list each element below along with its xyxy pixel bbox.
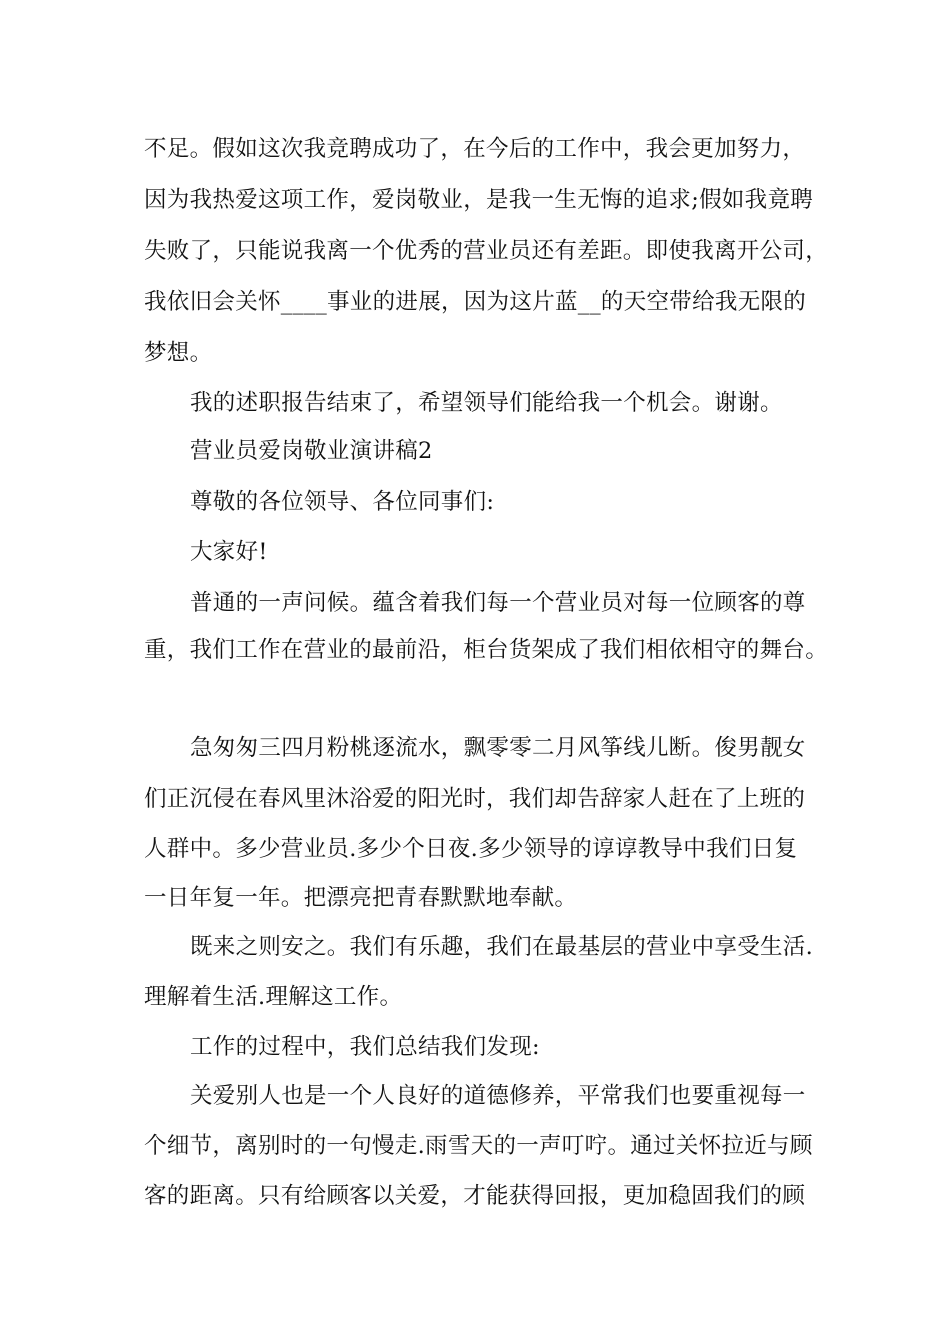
paragraph-line: 失败了，只能说我离一个优秀的营业员还有差距。即使我离开公司， — [144, 238, 829, 264]
paragraph-line: 既来之则安之。我们有乐趣，我们在最基层的营业中享受生活. — [190, 934, 814, 960]
paragraph-line: 理解着生活.理解这工作。 — [144, 984, 403, 1010]
paragraph-line: 们正沉侵在春风里沐浴爱的阳光时，我们却告辞家人赶在了上班的 — [144, 786, 806, 812]
paragraph-line: 我依旧会关怀____事业的进展，因为这片蓝__的天空带给我无限的 — [144, 289, 807, 315]
paragraph-line: 一日年复一年。把漂亮把青春默默地奉献。 — [144, 885, 578, 911]
paragraph-line: 个细节，离别时的一句慢走.雨雪天的一声叮咛。通过关怀拉近与顾 — [144, 1133, 813, 1159]
paragraph-line: 工作的过程中，我们总结我们发现: — [190, 1034, 540, 1060]
greeting: 大家好! — [190, 539, 268, 565]
paragraph-line: 人群中。多少营业员.多少个日夜.多少领导的谆谆教导中我们日复 — [144, 836, 798, 862]
paragraph-line: 关爱别人也是一个人良好的道德修养，平常我们也要重视每一 — [190, 1083, 806, 1109]
paragraph-line: 普通的一声问候。蕴含着我们每一个营业员对每一位顾客的尊 — [190, 590, 806, 616]
paragraph-line: 客的距离。只有给顾客以关爱，才能获得回报，更加稳固我们的顾 — [144, 1183, 806, 1209]
salutation: 尊敬的各位领导、各位同事们: — [190, 489, 495, 515]
paragraph-line: 梦想。 — [144, 340, 213, 366]
section-title: 营业员爱岗敬业演讲稿2 — [190, 438, 433, 464]
paragraph-line: 急匆匆三四月粉桃逐流水，飘零零二月风筝线儿断。俊男靓女 — [190, 735, 806, 761]
paragraph-line: 重，我们工作在营业的最前沿，柜台货架成了我们相依相守的舞台。 — [144, 637, 829, 663]
paragraph-line: 因为我热爱这项工作，爱岗敬业，是我一生无悔的追求;假如我竟聘 — [144, 187, 814, 213]
paragraph-line: 不足。假如这次我竞聘成功了，在今后的工作中，我会更加努力， — [144, 136, 806, 162]
paragraph-line: 我的述职报告结束了，希望领导们能给我一个机会。谢谢。 — [190, 390, 783, 416]
